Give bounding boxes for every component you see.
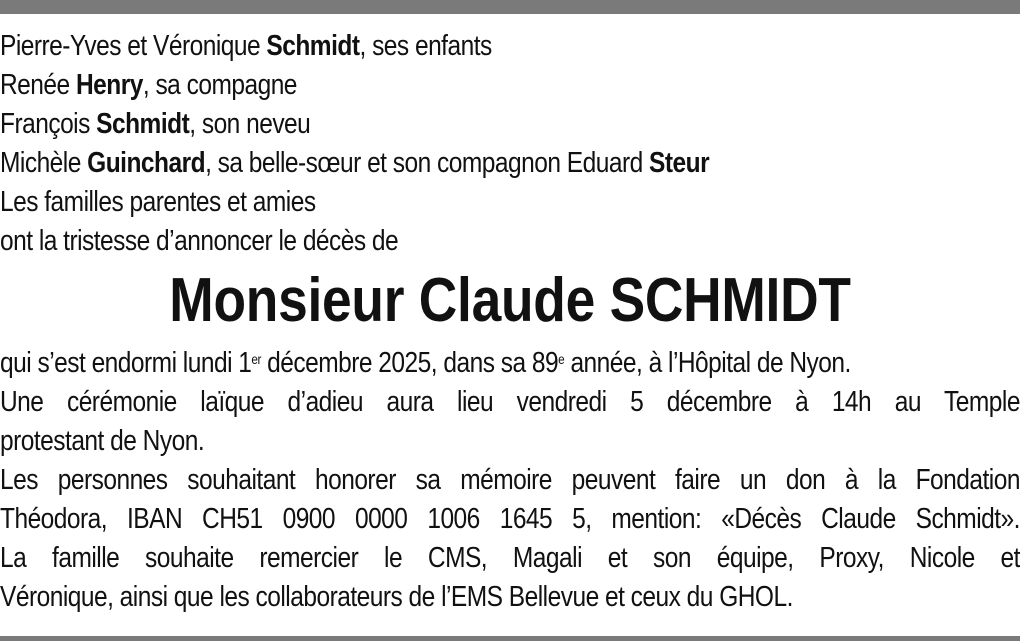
- family-relation: , son neveu: [189, 107, 311, 140]
- death-text-part: année, à l’Hôpital de Nyon.: [564, 347, 851, 380]
- superscript-er: er: [251, 351, 261, 367]
- death-date-line: [0, 344, 1020, 383]
- family-surname-companion: Steur: [649, 146, 710, 179]
- family-line-companion: [0, 66, 1020, 105]
- ceremony-line-2: protestant de Nyon.: [0, 425, 205, 458]
- family-first-names: Pierre-Yves et Véronique: [0, 30, 267, 62]
- deceased-name-heading: Monsieur Claude SCHMIDT: [169, 266, 851, 336]
- donation-line-1: Les personnes souhaitant honorer sa mémoire peuvent faire un don à la Fondation: [0, 464, 1020, 497]
- thanks-line-1: La famille souhaite remercier le CMS, Magali et son équipe, Proxy, Nicole et: [0, 541, 1020, 574]
- family-relation: , sa compagne: [142, 68, 297, 101]
- family-surname: Schmidt: [96, 107, 190, 140]
- ceremony-line-1: Une cérémonie laïque d’adieu aura lieu vendredi 5 décembre à 14h au Temple: [0, 386, 1020, 419]
- family-first-names: Michèle: [0, 146, 88, 179]
- death-notice: [0, 27, 1020, 617]
- announcement-line: ont la tristesse d’annoncer le décès de: [0, 224, 399, 257]
- thanks-line-2: Véronique, ainsi que les collaborateurs de l’EMS Bellevue et ceux du GHOL.: [0, 580, 793, 613]
- family-surname: Schmidt: [266, 30, 360, 62]
- death-text-part: décembre 2025, dans sa 89: [260, 347, 559, 380]
- family-relation: , sa belle-sœur et son compagnon Eduard: [205, 146, 650, 179]
- family-line-sister-in-law: [0, 144, 1020, 183]
- donation-line-2: Théodora, IBAN CH51 0900 0000 1006 1645 5, mention: «Décès Claude Schmidt».: [0, 503, 1020, 536]
- family-relation: , ses enfants: [359, 30, 492, 62]
- bottom-border-rule: [0, 636, 1020, 641]
- superscript-e: e: [558, 351, 565, 367]
- family-line-nephew: [0, 105, 1020, 144]
- family-first-names: Renée: [0, 68, 76, 101]
- family-surname: Henry: [75, 68, 143, 101]
- family-line-children: [0, 27, 1020, 66]
- families-line: Les familles parentes et amies: [0, 185, 316, 218]
- death-text-part: qui s’est endormi lundi 1: [0, 347, 252, 380]
- family-first-names: François: [0, 107, 97, 140]
- family-surname: Guinchard: [87, 146, 206, 179]
- top-border-rule: [0, 0, 1020, 14]
